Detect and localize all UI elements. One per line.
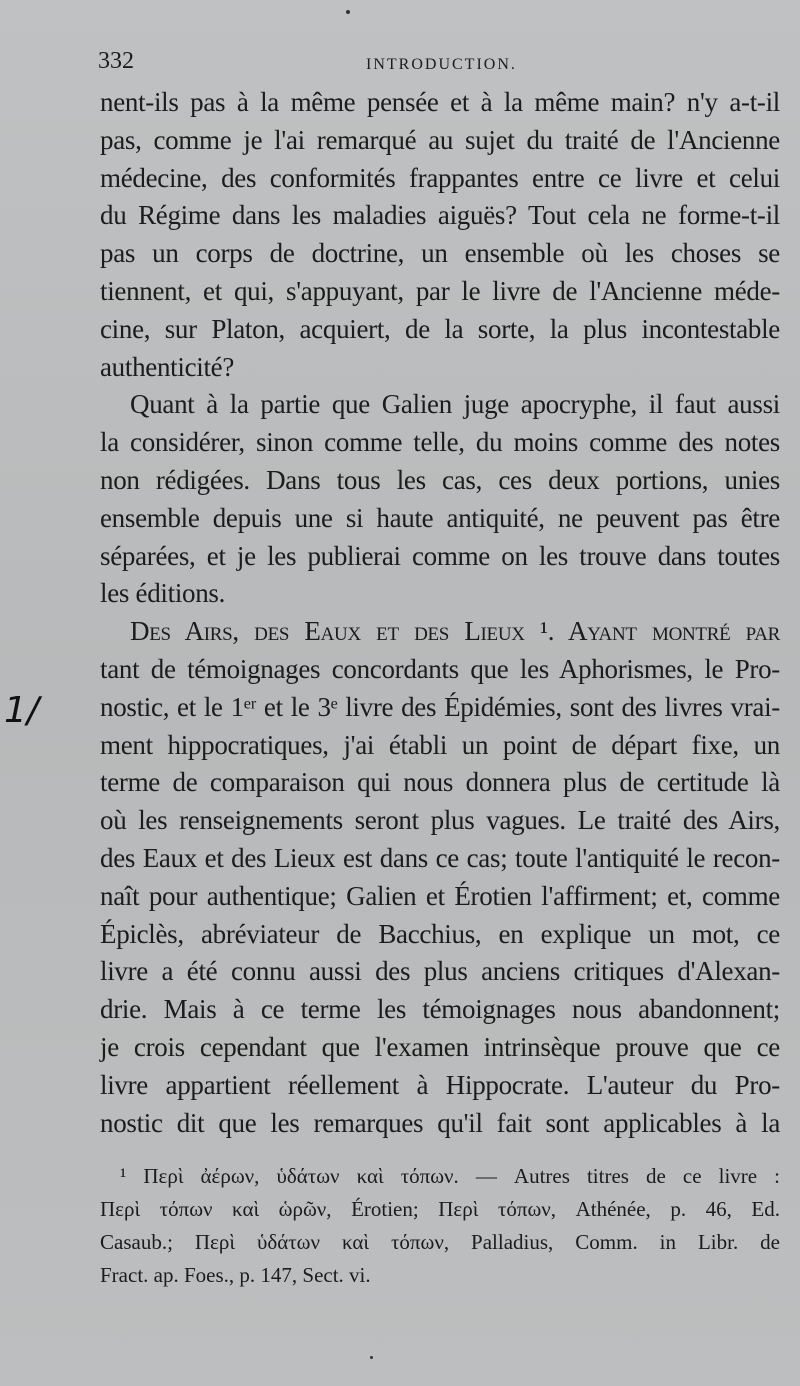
footnote-line: ¹ Περὶ ἀέρων, ὑδάτων καὶ τόπων. — Autres titres de ce livre : (120, 1164, 780, 1188)
text-line: je crois cependant que l'examen intrinsèque prouve que ce (100, 1031, 780, 1062)
text-line: cine, sur Platon, acquiert, de la sorte, la plus incontestable (100, 313, 780, 344)
text-line: Épiclès, abréviateur de Bacchius, en explique un mot, ce (100, 918, 780, 949)
text-line: du Régime dans les maladies aiguës? Tout cela ne forme-t-il (100, 200, 780, 231)
text-line: naît pour authentique; Galien et Érotien l'affirment; et, comme (100, 880, 780, 911)
text-line: nostic dit que les remarques qu'il fait sont applicables à la (100, 1107, 780, 1138)
text-line: les éditions. (100, 578, 226, 609)
text-line: terme de comparaison qui nous donnera plus de certitude là (100, 767, 780, 798)
footnotes (100, 1160, 780, 1292)
text-line: nostic, et le 1ᵉʳ et le 3ᵉ livre des Épidémies, sont des livres vrai- (100, 691, 780, 722)
text-line: non rédigées. Dans tous les cas, ces deux portions, unies (100, 464, 780, 495)
text-line: séparées, et je les publierai comme on les trouve dans toutes (100, 540, 780, 571)
text-line: des Eaux et des Lieux est dans ce cas; toute l'antiquité le recon- (100, 842, 780, 873)
text-line: authenticité? (100, 351, 235, 382)
footnote-line: Fract. ap. Foes., p. 147, Sect. vi. (100, 1263, 371, 1287)
text-line: livre a été connu aussi des plus anciens critiques d'Alexan- (100, 956, 780, 987)
text-line: la considérer, sinon comme telle, du moins comme des notes (100, 427, 780, 458)
page-header (98, 48, 778, 78)
text-line: médecine, des conformités frappantes entre ce livre et celui (100, 162, 780, 193)
text-line: pas, comme je l'ai remarqué au sujet du traité de l'Ancienne (100, 124, 780, 155)
text-line: tant de témoignages concordants que les Aphorismes, le Pro- (100, 653, 780, 684)
body-text (100, 84, 780, 1142)
ink-speck (370, 1356, 373, 1359)
ink-speck (346, 10, 350, 14)
footnote-line: Casaub.; Περὶ ὑδάτων καὶ τόπων, Palladius, Comm. in Libr. de (100, 1230, 780, 1254)
text-line: ensemble depuis une si haute antiquité, ne peuvent pas être (100, 502, 780, 533)
text-line: pas un corps de doctrine, un ensemble où les choses se (100, 238, 780, 269)
text-line: nent-ils pas à la même pensée et à la même main? n'y a-t-il (100, 87, 780, 117)
text-line: drie. Mais à ce terme les témoignages nous abandonnent; (100, 994, 780, 1025)
text-line: Quant à la partie que Galien juge apocryphe, il faut aussi (130, 389, 780, 420)
page-number: 332 (98, 48, 134, 74)
text-line: ment hippocratiques, j'ai établi un point de départ fixe, un (100, 729, 780, 760)
running-title: INTRODUCTION. (366, 56, 517, 73)
section-heading-line: Des Airs, des Eaux et des Lieux ¹. Ayant montré par (130, 616, 780, 647)
text-line: où les renseignements seront plus vagues. Le traité des Airs, (100, 805, 780, 836)
handwritten-margin-note: 1/ (4, 690, 40, 731)
footnote-line: Περὶ τόπων καὶ ὡρῶν, Érotien; Περὶ τόπων, Athénée, p. 46, Ed. (100, 1197, 780, 1221)
text-line: livre appartient réellement à Hippocrate. L'auteur du Pro- (100, 1069, 780, 1100)
text-line: tiennent, et qui, s'appuyant, par le livre de l'Ancienne méde- (100, 275, 780, 306)
